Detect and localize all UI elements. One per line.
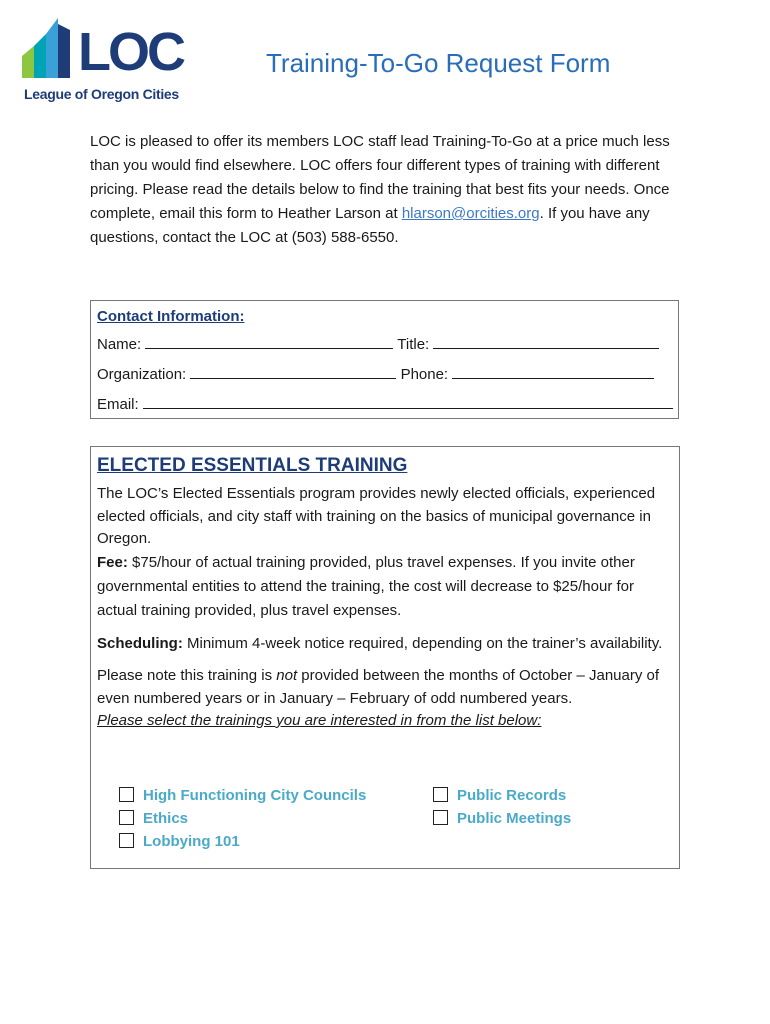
name-title-row <box>97 330 672 360</box>
email-row <box>97 390 672 420</box>
email-label: Email: <box>97 396 143 413</box>
organization-phone-row <box>97 360 672 390</box>
title-label: Title: <box>397 336 434 353</box>
note-after: provided between the months of October – January of even numbered years or in January – February of odd numbered years. <box>97 667 660 707</box>
elected-description: The LOC’s Elected Essentials program provides newly elected officials, experienced elected officials, and city staff with training on the basics of municipal governance in Oregon. <box>97 485 656 547</box>
option-label: Public Meetings <box>457 810 572 827</box>
checkbox-icon[interactable] <box>433 787 448 802</box>
title-field[interactable] <box>433 334 659 349</box>
selection-instruction: Please select the trainings you are interested in from the list below: <box>97 712 542 729</box>
phone-label: Phone: <box>400 366 453 383</box>
note-emphasis: not <box>276 667 298 684</box>
organization-field[interactable] <box>190 364 396 379</box>
intro-paragraph <box>90 130 690 250</box>
logo-wordmark: LOC <box>78 22 183 82</box>
checkbox-icon[interactable] <box>433 810 448 825</box>
name-field[interactable] <box>145 334 393 349</box>
scheduling-label: Scheduling: <box>97 634 183 652</box>
page-title: Training-To-Go Request Form <box>266 48 611 78</box>
checkbox-public-meetings[interactable] <box>433 810 571 827</box>
option-label: Ethics <box>143 810 189 827</box>
organization-label: Organization: <box>97 366 191 383</box>
loc-logo <box>20 16 183 108</box>
email-field[interactable] <box>143 394 673 409</box>
option-label: Lobbying 101 <box>143 833 240 850</box>
elected-essentials-box <box>90 446 680 869</box>
contact-heading: Contact Information: <box>97 308 245 325</box>
checkbox-high-functioning-city-councils[interactable] <box>119 787 366 804</box>
scheduling-text: Minimum 4-week notice required, depending on the trainer’s availability. <box>182 634 663 652</box>
checkbox-icon[interactable] <box>119 810 134 825</box>
checkbox-icon[interactable] <box>119 833 134 848</box>
contact-information-box <box>90 300 679 419</box>
elected-essentials-title: ELECTED ESSENTIALS TRAINING <box>97 455 408 476</box>
intro-text-part1: LOC is pleased to offer its members LOC staff lead Training-To-Go at a price much less than you would find elsewhere. LOC offers four different types of training with different pricing. Please read the details below to find the training that best fits your needs. Once complete, email this form to Heather Larson at <box>90 133 670 222</box>
intro-text-part2: . If you have any questions, contact the LOC at (503) 588-6550. <box>90 205 650 246</box>
logo-subtitle: League of Oregon Cities <box>24 86 179 102</box>
loc-logo-mark-icon <box>20 16 82 82</box>
checkbox-icon[interactable] <box>119 787 134 802</box>
fee-label: Fee: <box>97 553 128 571</box>
scheduling-paragraph <box>97 633 673 656</box>
fee-paragraph <box>97 551 673 623</box>
availability-note <box>97 665 673 710</box>
checkbox-ethics[interactable] <box>119 810 188 827</box>
phone-field[interactable] <box>452 364 654 379</box>
checkbox-lobbying-101[interactable] <box>119 833 240 850</box>
option-label: High Functioning City Councils <box>143 787 367 804</box>
note-before: Please note this training is <box>97 667 277 684</box>
fee-text: $75/hour of actual training provided, plus travel expenses. If you invite other governmental entities to attend the training, the cost will decrease to $25/hour for actual training provided, plus travel expenses. <box>97 553 635 619</box>
option-label: Public Records <box>457 787 567 804</box>
email-link[interactable]: hlarson@orcities.org <box>401 205 540 222</box>
checkbox-public-records[interactable] <box>433 787 566 804</box>
name-label: Name: <box>97 336 146 353</box>
